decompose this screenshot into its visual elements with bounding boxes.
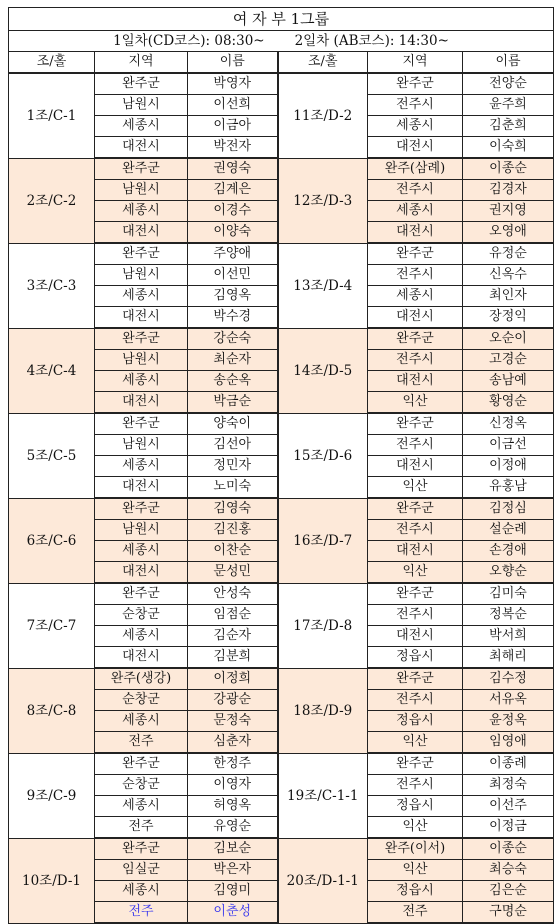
member-region: 남원시 (95, 180, 188, 201)
member-region: 대전시 (368, 371, 463, 392)
member-region: 세종시 (368, 116, 463, 137)
member-name: 박전자 (188, 137, 278, 159)
member-name: 박서희 (463, 626, 554, 647)
member-name: 서유옥 (463, 690, 554, 711)
member-region: 전주시 (368, 520, 463, 541)
member-region: 완주군 (368, 668, 463, 690)
member-name: 이금아 (188, 116, 278, 137)
member-region: 순창군 (95, 605, 188, 626)
member-region: 대전시 (368, 626, 463, 647)
member-name: 전양순 (463, 73, 554, 95)
group-hole-label: 13조/D-4 (278, 243, 368, 328)
member-name: 김수정 (463, 668, 554, 690)
table-row (9, 753, 554, 775)
member-name: 이춘성 (188, 902, 278, 924)
group-hole-label: 3조/C-3 (9, 243, 95, 328)
group-hole-label: 18조/D-9 (278, 668, 368, 753)
member-name: 문정숙 (188, 711, 278, 732)
member-region: 완주군 (95, 73, 188, 95)
member-region: 전주시 (368, 435, 463, 456)
member-name: 박영자 (188, 73, 278, 95)
member-region: 세종시 (368, 286, 463, 307)
member-region: 완주군 (95, 583, 188, 605)
member-name: 권지영 (463, 201, 554, 222)
member-region: 완주군 (368, 498, 463, 520)
member-region: 세종시 (95, 626, 188, 647)
group-hole-label: 4조/C-4 (9, 328, 95, 413)
member-name: 박금순 (188, 392, 278, 414)
member-name: 임영애 (463, 732, 554, 754)
member-name: 유홍남 (463, 477, 554, 499)
member-region: 전주시 (368, 605, 463, 626)
member-region: 전주시 (368, 180, 463, 201)
member-name: 김영숙 (188, 498, 278, 520)
member-name: 유영순 (188, 817, 278, 839)
member-name: 설순례 (463, 520, 554, 541)
table-row (9, 583, 554, 605)
member-region: 완주군 (368, 328, 463, 350)
member-name: 한정주 (188, 753, 278, 775)
header-group-hole: 조/홀 (278, 52, 368, 74)
member-region: 임실군 (95, 860, 188, 881)
group-hole-label: 14조/D-5 (278, 328, 368, 413)
member-name: 문성민 (188, 562, 278, 584)
group-hole-label: 6조/C-6 (9, 498, 95, 583)
member-region: 남원시 (95, 435, 188, 456)
table-row (9, 498, 554, 520)
member-name: 임점순 (188, 605, 278, 626)
member-region: 남원시 (95, 265, 188, 286)
member-region: 남원시 (95, 350, 188, 371)
member-name: 이정희 (188, 668, 278, 690)
member-region: 완주군 (95, 328, 188, 350)
member-name: 이선민 (188, 265, 278, 286)
member-region: 전주 (95, 902, 188, 924)
member-name: 이선주 (463, 796, 554, 817)
member-name: 고경순 (463, 350, 554, 371)
member-region: 완주군 (368, 413, 463, 435)
group-hole-label: 15조/D-6 (278, 413, 368, 498)
member-region: 세종시 (95, 371, 188, 392)
member-name: 주양애 (188, 243, 278, 265)
member-region: 전주시 (368, 690, 463, 711)
member-name: 박은자 (188, 860, 278, 881)
member-region: 순창군 (95, 775, 188, 796)
member-region: 세종시 (368, 201, 463, 222)
member-name: 이양숙 (188, 222, 278, 244)
member-region: 전주 (95, 817, 188, 839)
member-name: 심춘자 (188, 732, 278, 754)
member-name: 손경애 (463, 541, 554, 562)
member-name: 이경수 (188, 201, 278, 222)
member-region: 세종시 (95, 116, 188, 137)
member-region: 완주군 (368, 243, 463, 265)
member-region: 완주군 (95, 413, 188, 435)
group-hole-label: 2조/C-2 (9, 158, 95, 243)
member-region: 익산 (368, 860, 463, 881)
member-region: 정읍시 (368, 881, 463, 902)
header-name: 이름 (188, 52, 278, 74)
member-name: 안성숙 (188, 583, 278, 605)
member-name: 오순이 (463, 328, 554, 350)
member-region: 전주시 (368, 350, 463, 371)
member-region: 완주군 (95, 158, 188, 180)
member-name: 김분희 (188, 647, 278, 669)
member-region: 정읍시 (368, 711, 463, 732)
member-name: 노미숙 (188, 477, 278, 499)
member-name: 김선아 (188, 435, 278, 456)
table-row (9, 158, 554, 180)
member-region: 완주군 (95, 498, 188, 520)
member-region: 정읍시 (368, 647, 463, 669)
member-region: 전주시 (368, 775, 463, 796)
member-name: 김영미 (188, 881, 278, 902)
member-region: 남원시 (95, 95, 188, 116)
member-region: 전주 (95, 732, 188, 754)
member-region: 전주 (368, 902, 463, 924)
member-name: 오영애 (463, 222, 554, 244)
member-name: 이숙희 (463, 137, 554, 159)
member-name: 최정숙 (463, 775, 554, 796)
sheet-title: 여 자 부 1그룹 (9, 8, 554, 31)
member-name: 박수경 (188, 307, 278, 329)
member-name: 이종례 (463, 753, 554, 775)
member-region: 세종시 (95, 541, 188, 562)
member-name: 이선희 (188, 95, 278, 116)
member-name: 양숙이 (188, 413, 278, 435)
member-name: 이금선 (463, 435, 554, 456)
member-region: 순창군 (95, 690, 188, 711)
member-name: 송남예 (463, 371, 554, 392)
member-name: 이영자 (188, 775, 278, 796)
group-hole-label: 7조/C-7 (9, 583, 95, 668)
member-name: 김은순 (463, 881, 554, 902)
member-region: 대전시 (95, 392, 188, 414)
group-hole-label: 16조/D-7 (278, 498, 368, 583)
member-region: 대전시 (95, 477, 188, 499)
member-name: 최인자 (463, 286, 554, 307)
member-region: 완주군 (368, 583, 463, 605)
member-name: 윤정옥 (463, 711, 554, 732)
header-group-hole: 조/홀 (9, 52, 95, 74)
table-row (9, 328, 554, 350)
member-region: 완주군 (95, 753, 188, 775)
table-row (9, 838, 554, 860)
member-name: 황영순 (463, 392, 554, 414)
member-region: 남원시 (95, 520, 188, 541)
member-name: 김계은 (188, 180, 278, 201)
member-name: 이정애 (463, 456, 554, 477)
member-region: 세종시 (95, 286, 188, 307)
member-region: 대전시 (368, 541, 463, 562)
member-name: 최해리 (463, 647, 554, 669)
member-name: 이정금 (463, 817, 554, 839)
member-region: 전주시 (368, 95, 463, 116)
header-region: 지역 (95, 52, 188, 74)
member-name: 신옥수 (463, 265, 554, 286)
member-region: 익산 (368, 562, 463, 584)
member-name: 이찬순 (188, 541, 278, 562)
group-hole-label: 8조/C-8 (9, 668, 95, 753)
member-region: 대전시 (95, 307, 188, 329)
member-name: 정민자 (188, 456, 278, 477)
group-hole-label: 1조/C-1 (9, 73, 95, 158)
member-name: 허영옥 (188, 796, 278, 817)
member-region: 완주(생강) (95, 668, 188, 690)
member-name: 이종순 (463, 158, 554, 180)
member-region: 완주군 (95, 838, 188, 860)
table-row (9, 243, 554, 265)
group-hole-label: 20조/D-1-1 (278, 838, 368, 923)
header-name: 이름 (463, 52, 554, 74)
group-hole-label: 10조/D-1 (9, 838, 95, 923)
member-name: 김순자 (188, 626, 278, 647)
member-name: 김정심 (463, 498, 554, 520)
member-region: 완주군 (95, 243, 188, 265)
member-region: 세종시 (95, 201, 188, 222)
member-region: 대전시 (368, 137, 463, 159)
member-region: 익산 (368, 732, 463, 754)
member-region: 전주시 (368, 265, 463, 286)
member-region: 완주군 (368, 753, 463, 775)
table-row (9, 668, 554, 690)
member-region: 익산 (368, 477, 463, 499)
tee-time-schedule (9, 31, 554, 52)
member-region: 대전시 (368, 222, 463, 244)
member-name: 강순숙 (188, 328, 278, 350)
member-name: 김진홍 (188, 520, 278, 541)
member-region: 완주(이서) (368, 838, 463, 860)
member-region: 대전시 (95, 647, 188, 669)
member-region: 세종시 (95, 796, 188, 817)
member-name: 김미숙 (463, 583, 554, 605)
member-name: 윤주희 (463, 95, 554, 116)
group-hole-label: 12조/D-3 (278, 158, 368, 243)
member-region: 대전시 (368, 307, 463, 329)
group-schedule-table (8, 7, 554, 924)
member-name: 송순옥 (188, 371, 278, 392)
member-name: 최순자 (188, 350, 278, 371)
member-name: 김춘희 (463, 116, 554, 137)
member-name: 강광순 (188, 690, 278, 711)
header-region: 지역 (368, 52, 463, 74)
group-hole-label: 17조/D-8 (278, 583, 368, 668)
member-region: 세종시 (95, 711, 188, 732)
member-region: 완주(삼례) (368, 158, 463, 180)
member-name: 최승숙 (463, 860, 554, 881)
member-region: 대전시 (95, 222, 188, 244)
member-region: 대전시 (368, 456, 463, 477)
member-name: 신정옥 (463, 413, 554, 435)
table-row (9, 413, 554, 435)
group-hole-label: 19조/C-1-1 (278, 753, 368, 838)
member-region: 정읍시 (368, 796, 463, 817)
member-name: 김보순 (188, 838, 278, 860)
member-name: 권영숙 (188, 158, 278, 180)
group-hole-label: 5조/C-5 (9, 413, 95, 498)
member-region: 익산 (368, 392, 463, 414)
member-region: 완주군 (368, 73, 463, 95)
member-region: 익산 (368, 817, 463, 839)
member-name: 이종순 (463, 838, 554, 860)
member-name: 김영옥 (188, 286, 278, 307)
group-hole-label: 9조/C-9 (9, 753, 95, 838)
column-header-row (9, 52, 554, 74)
day1-schedule: 1일차(CD코스): 08:30~ (113, 33, 265, 49)
member-region: 세종시 (95, 881, 188, 902)
member-name: 구명순 (463, 902, 554, 924)
member-name: 오향순 (463, 562, 554, 584)
table-row (9, 73, 554, 95)
member-region: 세종시 (95, 456, 188, 477)
member-name: 장정익 (463, 307, 554, 329)
day2-schedule: 2일차 (AB코스): 14:30~ (294, 33, 449, 49)
member-name: 유정순 (463, 243, 554, 265)
member-name: 정복순 (463, 605, 554, 626)
group-hole-label: 11조/D-2 (278, 73, 368, 158)
member-name: 김경자 (463, 180, 554, 201)
member-region: 대전시 (95, 562, 188, 584)
member-region: 대전시 (95, 137, 188, 159)
